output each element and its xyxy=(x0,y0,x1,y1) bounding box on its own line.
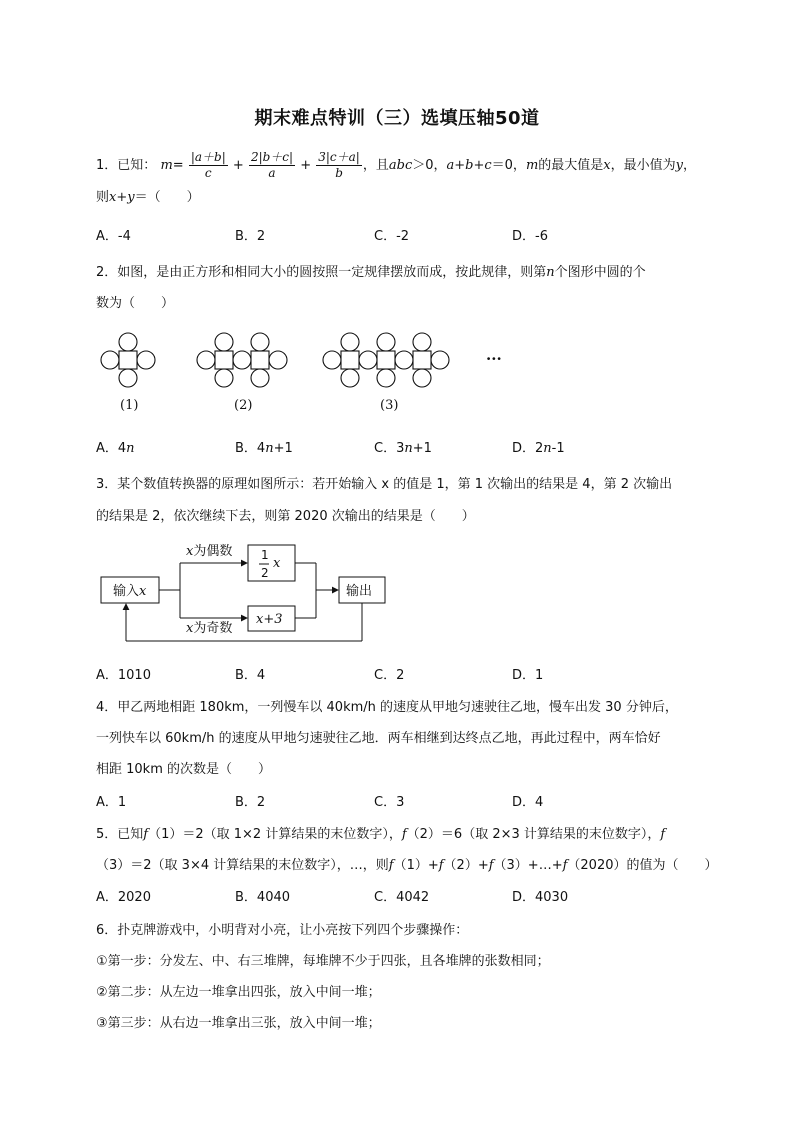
q2-option-a xyxy=(96,440,135,458)
q5-f-2: f xyxy=(401,827,407,842)
q5-line2b: （1）+ xyxy=(393,858,439,873)
q1-number: 1． xyxy=(96,158,118,173)
q5-line2 xyxy=(96,857,718,875)
q3-option-a: A．1010 xyxy=(96,668,151,683)
q3-odd-var: x xyxy=(186,621,194,636)
q3-even-var: x xyxy=(186,544,194,559)
q3-input-text xyxy=(113,583,146,601)
q2-option-b-text: B．4 xyxy=(235,441,266,456)
q1-cond3: ＝0， xyxy=(491,158,526,173)
q1-line1 xyxy=(96,150,696,181)
q5-option-c: C．4042 xyxy=(374,890,430,905)
q5-line1 xyxy=(96,826,665,844)
q5-f-6: f xyxy=(488,858,494,873)
q2-line1a: 2．如图，是由正方形和相同大小的圆按照一定规律摆放而成，按此规律，则第 xyxy=(96,265,547,280)
q2-fig-label-1: (1) xyxy=(120,398,139,413)
q3-odd-text xyxy=(186,620,232,638)
q2-option-d xyxy=(512,440,565,458)
q5-f-4: f xyxy=(388,858,394,873)
q5-line2d: （3）+…+ xyxy=(493,858,563,873)
q3-output-text: 输出 xyxy=(346,584,373,599)
q1-cond6: ， xyxy=(683,158,697,173)
q1-plus-1: + xyxy=(232,158,244,173)
q3-even-text xyxy=(186,543,232,561)
q2-option-d-var: n xyxy=(543,441,552,456)
q2-ellipsis: ··· xyxy=(486,350,502,368)
q1-option-d: D．-6 xyxy=(512,229,548,244)
q2-option-b-tail: +1 xyxy=(273,441,293,456)
q5-line2e: （2020）的值为（ ） xyxy=(567,858,718,873)
q1-cond1: ，且 xyxy=(362,158,389,173)
q5-line2a: （3）＝2（取 3×4 计算结果的末位数字），…，则 xyxy=(96,858,389,873)
q3-plus3-text: x+3 xyxy=(256,612,283,627)
q1-y: y xyxy=(675,158,683,173)
q3-option-c: C．2 xyxy=(374,668,405,683)
q1-cond5: ，最小值为 xyxy=(610,158,676,173)
q1-fraction-1 xyxy=(189,150,228,181)
q6-line1: 6．扑克牌游戏中，小明背对小亮，让小亮按下列四个步骤操作： xyxy=(96,923,469,938)
q2-option-b-var: n xyxy=(265,441,274,456)
q2-fig-label-2: (2) xyxy=(234,398,253,413)
q1-frac2-num: 2|b＋c| xyxy=(250,150,294,164)
q5-option-a: A．2020 xyxy=(96,890,151,905)
q5-line1c: （2）＝6（取 2×3 计算结果的末位数字）， xyxy=(406,827,661,842)
q1-cond4: 的最大值是 xyxy=(538,158,604,173)
q1-xy: x+y xyxy=(109,190,135,205)
q3-half-den: 2 xyxy=(261,566,269,580)
q1-m-var: m xyxy=(160,158,173,173)
q4-line1: 4．甲乙两地相距 180km，一列慢车以 40km/h 的速度从甲地匀速驶往乙地，慢车出发 30 分钟后， xyxy=(96,700,678,715)
q2-figure-2 xyxy=(197,333,287,387)
q4-line3: 相距 10km 的次数是（ ） xyxy=(96,762,271,777)
q2-line1b: 个图形中圆的个 xyxy=(554,265,646,280)
q1-option-b: B．2 xyxy=(235,229,266,244)
q3-even-label: 为偶数 xyxy=(193,544,233,559)
q1-frac1-num: |a＋b| xyxy=(190,150,226,164)
q1-line2b: ＝（ ） xyxy=(134,190,200,205)
q1-fraction-2 xyxy=(249,150,295,181)
q5-option-b: B．4040 xyxy=(235,890,291,905)
q3-option-d: D．1 xyxy=(512,668,544,683)
q2-fig-label-3: (3) xyxy=(380,398,399,413)
q5-line1b: （1）＝2（取 1×2 计算结果的末位数字）， xyxy=(148,827,402,842)
q1-fraction-3 xyxy=(316,150,362,181)
q1-option-c: C．-2 xyxy=(374,229,410,244)
q4-option-a: A．1 xyxy=(96,795,127,810)
q1-option-a: A．-4 xyxy=(96,229,131,244)
page-title: 期末难点特训（三）选填压轴50道 xyxy=(254,108,540,129)
q2-option-c xyxy=(374,440,432,458)
q6-step2: ②第二步：从左边一堆拿出四张，放入中间一堆； xyxy=(96,985,381,1000)
q2-n: n xyxy=(546,265,555,280)
q3-line1: 3．某个数值转换器的原理如图所示：若开始输入 x 的值是 1，第 1 次输出的结果是 4，第 2 次输出 xyxy=(96,477,673,492)
q2-option-d-tail: -1 xyxy=(551,441,565,456)
q2-line2: 数为（ ） xyxy=(96,296,175,311)
q3-option-b: B．4 xyxy=(235,668,266,683)
q1-m2: m xyxy=(525,158,539,173)
q2-option-c-text: C．3 xyxy=(374,441,405,456)
q1-frac3-num: 3|c＋a| xyxy=(318,150,360,164)
q2-option-d-text: D．2 xyxy=(512,441,544,456)
q4-line2: 一列快车以 60km/h 的速度从甲地匀速驶往乙地．两车相继到达终点乙地，再此过程中，两车恰好 xyxy=(96,731,661,746)
q5-option-d: D．4030 xyxy=(512,890,569,905)
q3-odd-label: 为奇数 xyxy=(193,621,233,636)
q2-figure-3 xyxy=(323,333,449,387)
q5-f-3: f xyxy=(660,827,666,842)
q1-frac2-den: a xyxy=(268,166,276,180)
q3-half-box xyxy=(248,545,295,581)
q1-equals: = xyxy=(172,158,184,173)
q3-input-label: 输入 xyxy=(113,584,140,599)
q1-frac3-den: b xyxy=(335,166,343,180)
q1-x: x xyxy=(603,158,611,173)
q1-frac1-den: c xyxy=(204,166,212,180)
q3-input-var: x xyxy=(139,584,147,599)
q4-option-b: B．2 xyxy=(235,795,266,810)
q4-option-c: C．3 xyxy=(374,795,405,810)
q2-option-c-var: n xyxy=(404,441,413,456)
q4-option-d: D．4 xyxy=(512,795,544,810)
q1-abc: abc xyxy=(388,158,413,173)
q3-half-num: 1 xyxy=(261,548,269,562)
q2-option-a-var: n xyxy=(126,441,135,456)
q2-figure-1 xyxy=(101,333,155,387)
q2-option-c-tail: +1 xyxy=(412,441,432,456)
q2-option-b xyxy=(235,440,293,458)
q5-line2c: （2）+ xyxy=(443,858,489,873)
q1-sum: a+b+c xyxy=(446,158,492,173)
q1-line2 xyxy=(96,189,200,207)
q3-half-var: x xyxy=(273,556,281,571)
q2-pattern-figure xyxy=(96,328,536,398)
q1-prefix: 已知： xyxy=(117,158,157,173)
q5-f-1: f xyxy=(143,827,149,842)
q5-f-7: f xyxy=(562,858,568,873)
q6-step3: ③第三步：从右边一堆拿出三张，放入中间一堆； xyxy=(96,1016,381,1031)
q6-step1: ①第一步：分发左、中、右三堆牌，每堆牌不少于四张，且各堆牌的张数相同； xyxy=(96,954,550,969)
q3-line2: 的结果是 2，依次继续下去，则第 2020 次输出的结果是（ ） xyxy=(96,509,475,524)
q5-line1a: 5．已知 xyxy=(96,827,144,842)
q1-plus-2: + xyxy=(300,158,312,173)
q2-line1 xyxy=(96,264,646,282)
q2-option-a-text: A．4 xyxy=(96,441,127,456)
q1-cond2: ＞0， xyxy=(412,158,447,173)
q5-f-5: f xyxy=(438,858,444,873)
q1-line2a: 则 xyxy=(96,190,110,205)
